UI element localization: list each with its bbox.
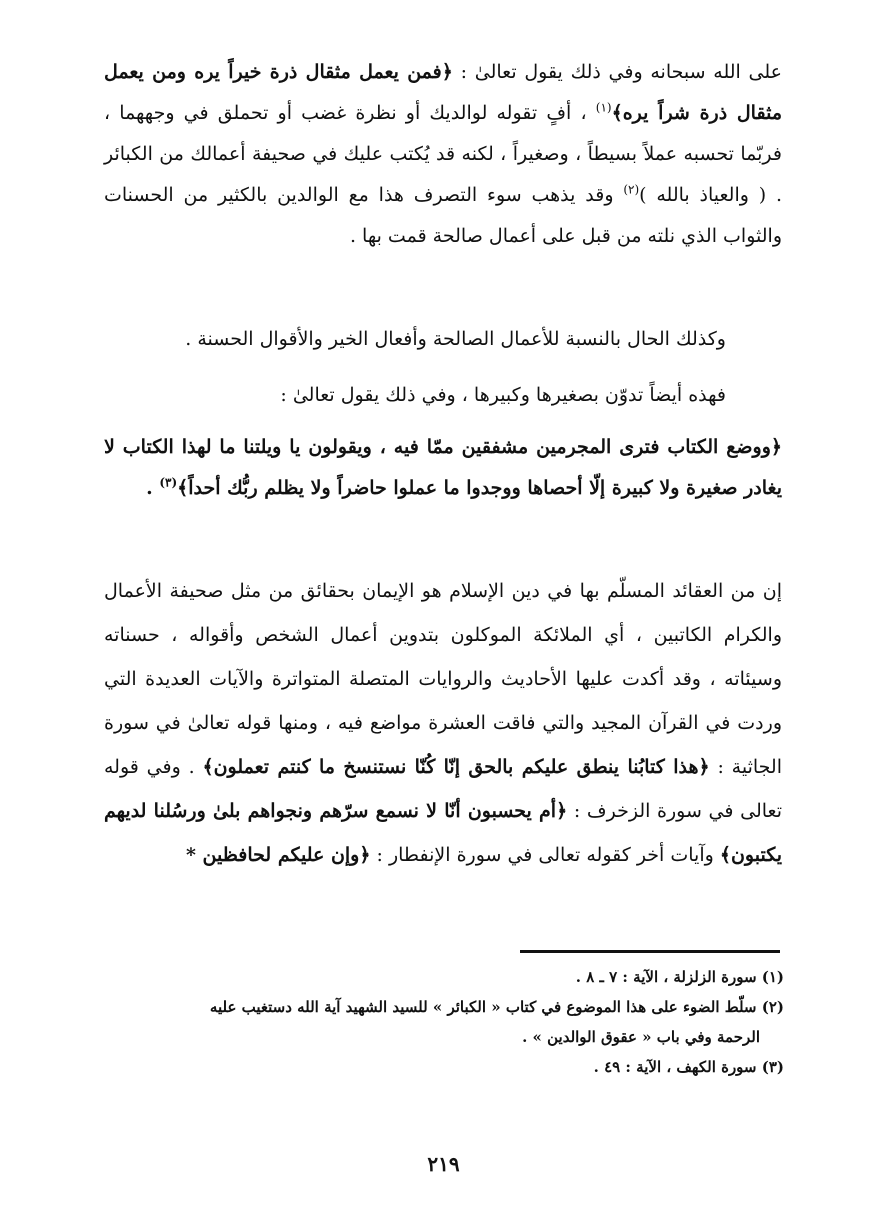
paragraph-good-deeds: وكذلك الحال بالنسبة للأعمال الصالحة وأفعال الخير والأقوال الحسنة .	[185, 328, 726, 350]
quote-text: ﴿ووضع الكتاب فترى المجرمين مشفقين ممّا فيه ، ويقولون يا ويلتنا ما لهذا الكتاب لا يغادر صغيرة ولا كبيرة إلّا أحصاها ووجدوا ما عملوا حاضراً ولا يظلم ربُّك أحداً﴾	[104, 436, 782, 499]
quran-quote-zukhruf: ﴿أم يحسبون أنّا لا نسمع سرّهم ونجواهم بلىٰ ورسُلنا لديهم يكتبون﴾	[104, 800, 782, 866]
paragraph-text: وقد يذهب سوء التصرف هذا مع الوالدين بالكثير من الحسنات والثواب الذي نلته من قبل على أعمال صالحة قمت بها .	[104, 184, 782, 247]
quran-quote-infitar: ﴿وإن عليكم لحافظين *	[185, 844, 371, 866]
paragraph-recorded: فهذه أيضاً تدوّن بصغيرها وكبيرها ، وفي ذلك يقول تعالىٰ :	[280, 384, 726, 406]
paragraph-beliefs	[104, 569, 782, 877]
quran-quote-jathiya: ﴿هذا كتابُنا ينطق عليكم بالحق إنّا كُنّا نستنسخ ما كنتم تعملون﴾	[202, 756, 710, 778]
quran-quote-zalzala: ﴿فمن يعمل مثقال ذرة خيراً يره ومن يعمل مثقال ذرة شراً يره﴾	[104, 61, 782, 124]
paragraph-parents-deeds	[104, 52, 782, 257]
footnote-ref-2: (٢)	[623, 182, 640, 197]
footnote-ref-1: (١)	[595, 100, 612, 115]
footnote-divider	[520, 950, 780, 953]
paragraph-text: ، أفٍ تقوله لوالديك أو نظرة غضب أو تحملق في وجههما ، فربّما تحسبه عملاً بسيطاً ، وصغيراً ، لكنه قد يُكتب عليك في صحيفة أعمالك من الكبائر . ( والعياذ بالله )	[104, 102, 782, 206]
footnote-ref-3: (٣)	[159, 475, 178, 490]
footnote-1: (١) سورة الزلزلة ، الآية : ٧ ـ ٨ .	[575, 968, 784, 986]
page-number: ٢١٩	[427, 1152, 460, 1176]
footnote-3: (٣) سورة الكهف ، الآية : ٤٩ .	[593, 1058, 784, 1076]
paragraph-text: وآيات أخر كقوله تعالى في سورة الإنفطار :	[370, 844, 720, 866]
footnote-2: (٢) سلّط الضوء على هذا الموضوع في كتاب « الكبائر » للسيد الشهيد آية الله دستغيب عليه	[209, 998, 784, 1016]
quran-quote-kahf	[104, 427, 782, 509]
footnote-2-continued: الرحمة وفي باب « عقوق الوالدين » .	[522, 1028, 760, 1046]
footnotes	[104, 962, 784, 1082]
quote-end: .	[146, 477, 160, 499]
paragraph-text: على الله سبحانه وفي ذلك يقول تعالىٰ :	[452, 61, 782, 83]
paragraph-text: إن من العقائد المسلّم بها في دين الإسلام هو الإيمان بحقائق من مثل صحيفة الأعمال والكرام الكاتبين ، أي الملائكة الموكلون بتدوين أعمال الشخص وأقواله ، حسناته وسيئاته ، وقد أكدت عليها الأحاديث والروايات المتصلة المتواترة والآيات العديدة التي وردت في القرآن المجيد والتي فاقت العشرة مواضع فيه ، ومنها قوله تعالىٰ في سورة الجاثية :	[104, 580, 782, 778]
paragraph-text: . وفي قوله تعالى في سورة الزخرف :	[104, 756, 782, 822]
